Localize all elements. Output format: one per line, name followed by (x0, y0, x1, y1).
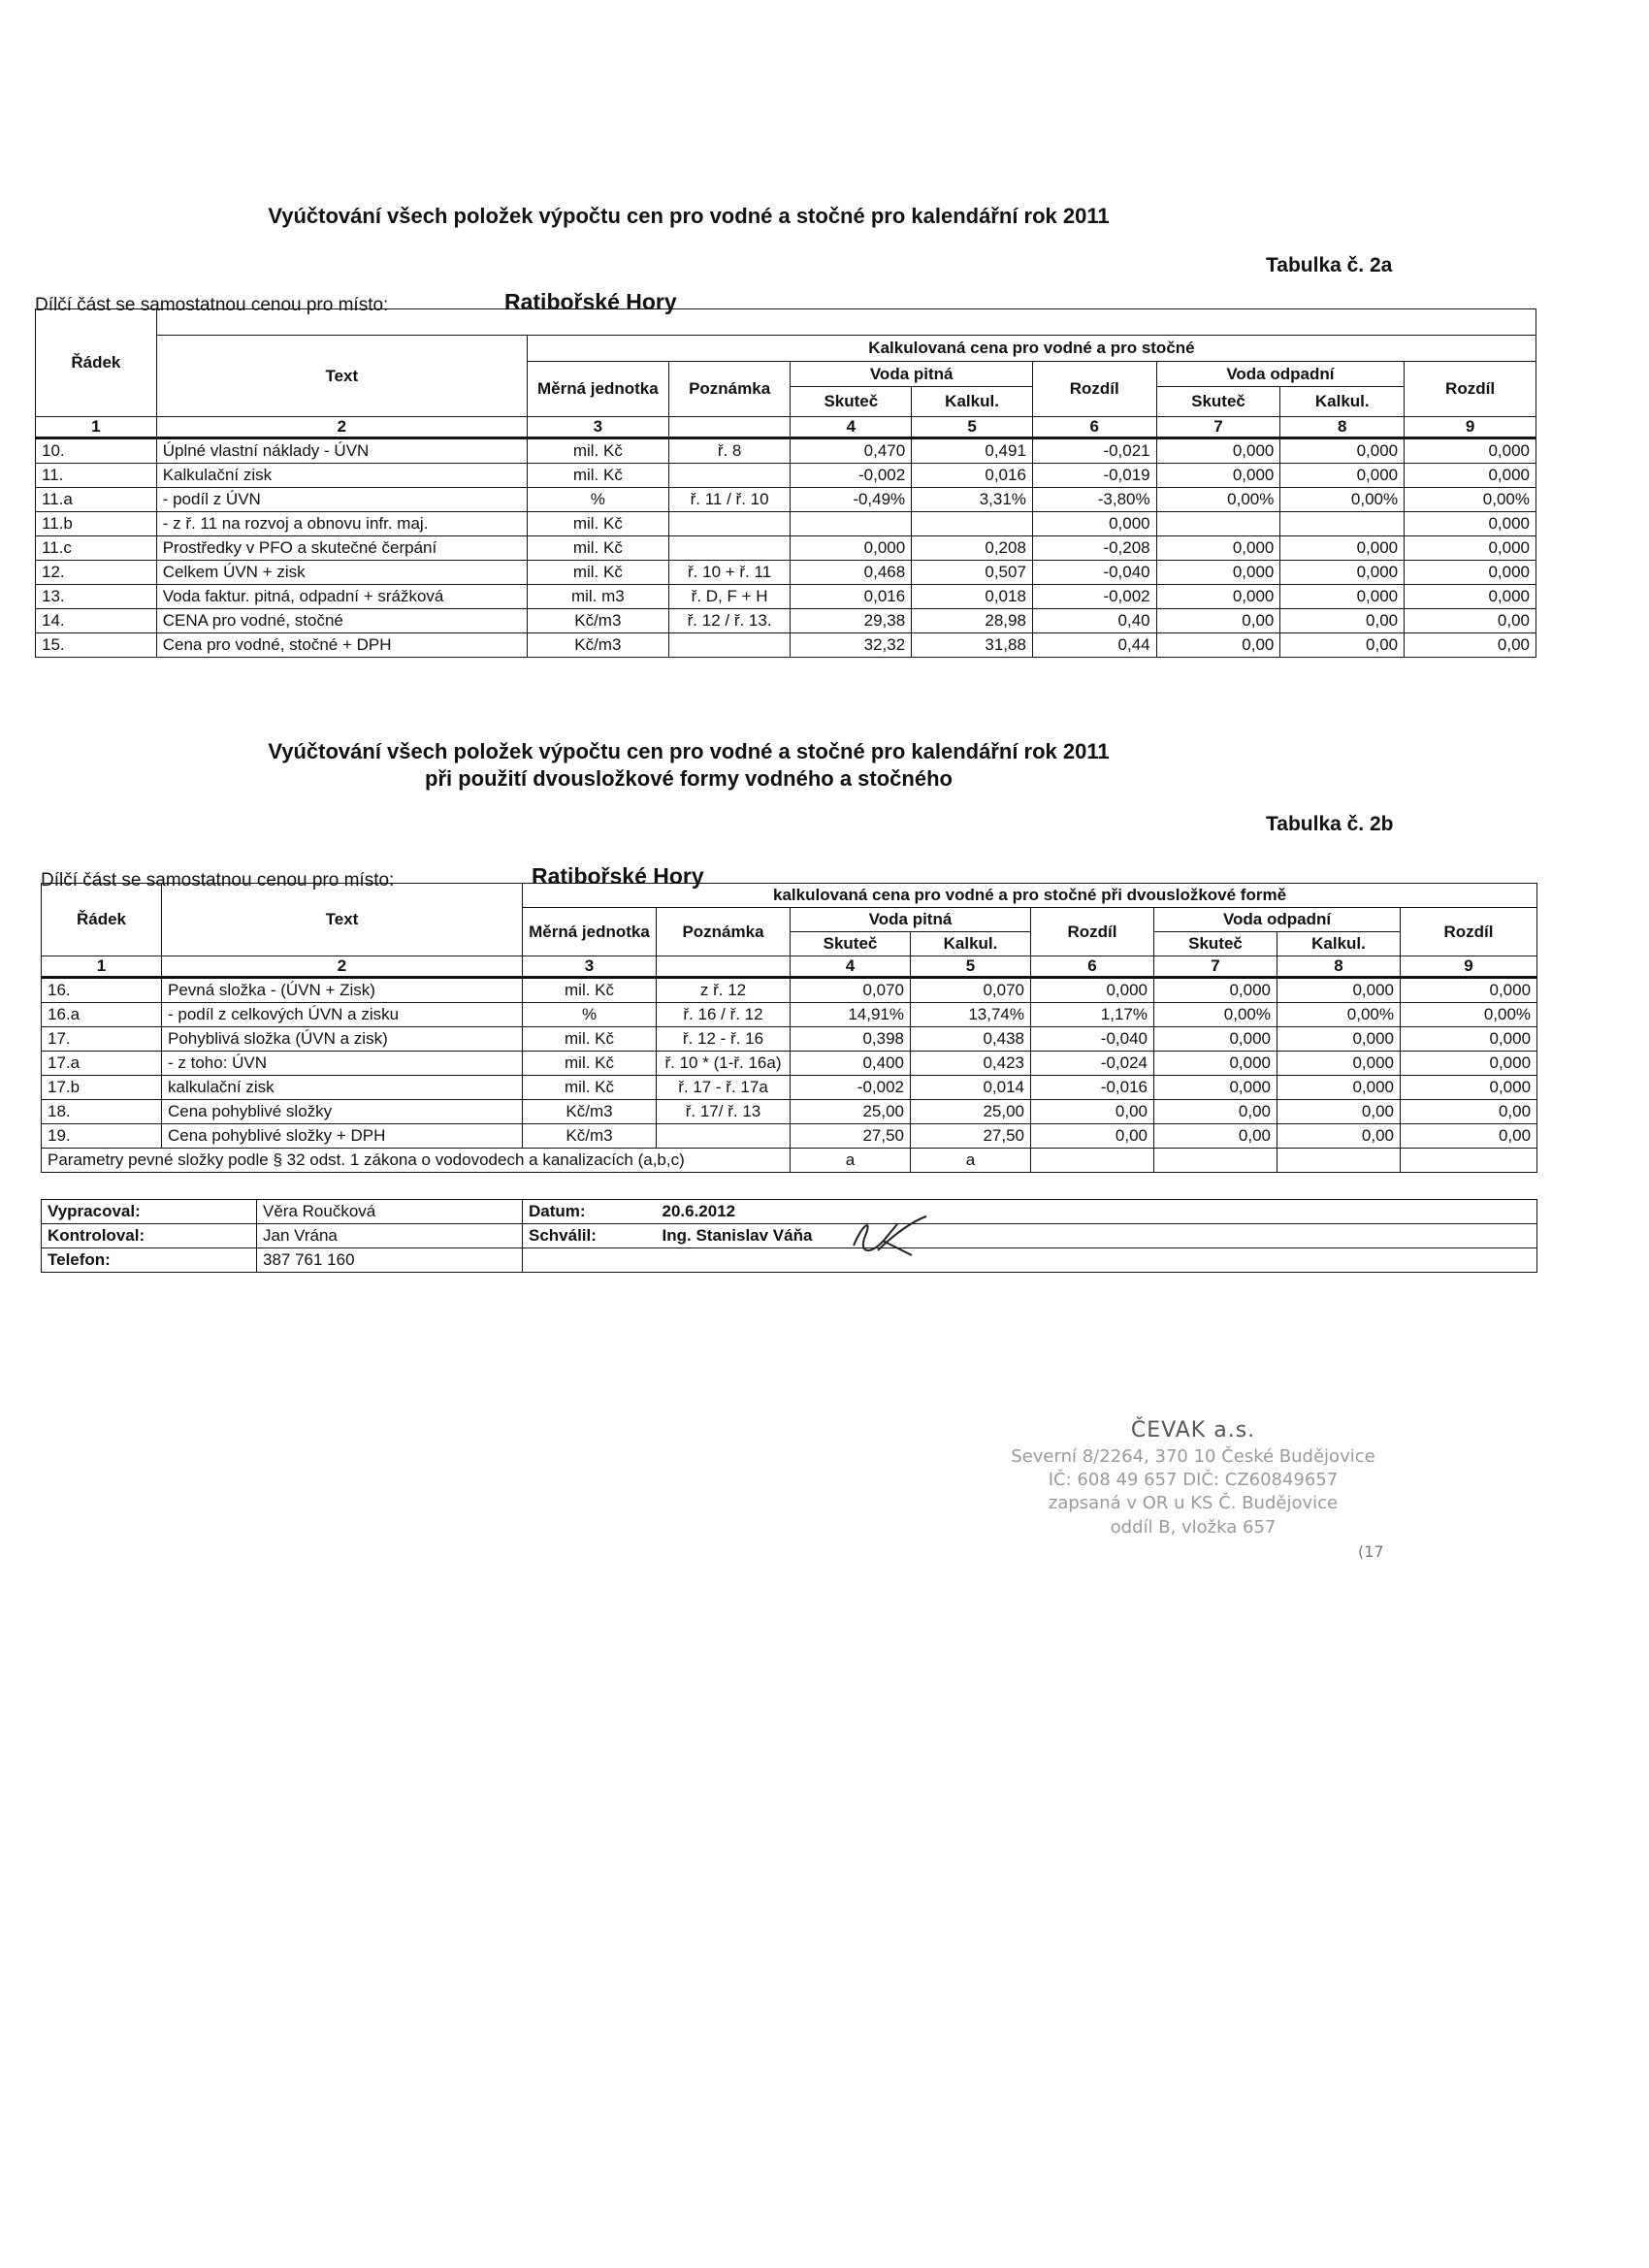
table-cell: 3,31% (912, 488, 1033, 512)
params-label: Parametry pevné složky podle § 32 odst. 1 zákona o vodovodech a kanalizacích (a,b,c) (42, 1149, 791, 1173)
table-a (35, 308, 1536, 658)
table-cell: 15. (36, 633, 157, 658)
table-cell: 0,000 (1280, 561, 1405, 585)
table-cell: Cena pohyblivé složky (162, 1100, 523, 1124)
header-water-diff: Rozdíl (1031, 908, 1154, 956)
table-cell: mil. Kč (527, 512, 668, 536)
table-cell: 10. (36, 438, 157, 464)
table-row (42, 1027, 1537, 1052)
table-cell (657, 1124, 791, 1149)
table-cell: 0,000 (1154, 1052, 1277, 1076)
table-cell: Kč/m3 (527, 633, 668, 658)
table-cell: - podíl z celkových ÚVN a zisku (162, 1003, 523, 1027)
table-cell: -0,002 (791, 464, 912, 488)
table-cell: 0,00 (1405, 609, 1536, 633)
table-cell: mil. Kč (523, 1076, 657, 1100)
table-cell: 27,50 (911, 1124, 1031, 1149)
table-cell: 0,000 (1154, 978, 1277, 1003)
params-water: a (791, 1149, 911, 1173)
table-cell: 0,00 (1156, 633, 1280, 658)
table-cell: 0,000 (1277, 1027, 1401, 1052)
table-cell: -0,208 (1032, 536, 1156, 561)
table-cell: 0,000 (1280, 585, 1405, 609)
table-cell: 0,438 (911, 1027, 1031, 1052)
header-radek: Řádek (36, 309, 157, 417)
stamp-ids: IČ: 608 49 657 DIČ: CZ60849657 (1048, 1469, 1339, 1490)
table-row (36, 488, 1536, 512)
table-a-title: Vyúčtování všech položek výpočtu cen pro vodné a stočné pro kalendářní rok 2011 (268, 204, 1110, 228)
table-cell: 0,000 (1405, 464, 1536, 488)
table-cell: 0,000 (1156, 561, 1280, 585)
col-number: 1 (36, 417, 157, 438)
table-cell: 0,000 (1277, 1076, 1401, 1100)
table-cell: 0,00 (1405, 633, 1536, 658)
header-water: Voda pitná (791, 363, 1031, 387)
table-cell: 0,00% (1405, 488, 1536, 512)
table-cell: 0,44 (1032, 633, 1156, 658)
table-cell: mil. Kč (527, 438, 668, 464)
company-stamp (960, 1416, 1426, 1539)
table-a-place-name: Ratibořské Hory (504, 289, 677, 314)
table-b-title-line1: Vyúčtování všech položek výpočtu cen pro vodné a stočné pro kalendářní rok 2011 (268, 739, 1110, 763)
header-waste-actual: Skuteč (1157, 387, 1281, 416)
table-cell: 0,468 (791, 561, 912, 585)
table-row (42, 978, 1537, 1003)
header-waste-calc: Kalkul. (1277, 932, 1401, 956)
table-cell: ř. 8 (668, 438, 791, 464)
col-number: 7 (1154, 956, 1277, 978)
table-b (41, 883, 1537, 1173)
column-number-row (36, 417, 1536, 438)
header-waste: Voda odpadní (1154, 908, 1401, 932)
table-cell: 0,400 (791, 1052, 911, 1076)
table-cell: 0,00 (1031, 1124, 1154, 1149)
table-cell: -0,019 (1032, 464, 1156, 488)
table-cell: 0,00% (1156, 488, 1280, 512)
column-number-row (42, 956, 1537, 978)
table-cell: 0,014 (911, 1076, 1031, 1100)
table-cell: 0,491 (912, 438, 1033, 464)
table-cell: kalkulační zisk (162, 1076, 523, 1100)
table-cell: 17. (42, 1027, 162, 1052)
table-cell: mil. Kč (523, 978, 657, 1003)
table-cell: 0,00 (1031, 1100, 1154, 1124)
table-cell (791, 512, 912, 536)
table-cell: 0,000 (1401, 1052, 1537, 1076)
table-cell: ř. 11 / ř. 10 (668, 488, 791, 512)
table-cell: 0,00 (1401, 1100, 1537, 1124)
table-cell: 1,17% (1031, 1003, 1154, 1027)
table-cell: 0,00 (1277, 1124, 1401, 1149)
header-radek: Řádek (42, 884, 162, 956)
col-number: 6 (1032, 417, 1156, 438)
col-number: 5 (911, 956, 1031, 978)
table-cell: 0,00% (1401, 1003, 1537, 1027)
table-cell: - z toho: ÚVN (162, 1052, 523, 1076)
table-b-place-label: Dílčí část se samostatnou cenou pro místo: (41, 870, 395, 891)
table-cell: 0,000 (1405, 512, 1536, 536)
col-number: 8 (1280, 417, 1405, 438)
table-cell: Kč/m3 (527, 609, 668, 633)
header-group: kalkulovaná cena pro vodné a pro stočné při dvousložkové formě (523, 884, 1537, 908)
table-cell: 0,000 (1280, 536, 1405, 561)
table-row (42, 1100, 1537, 1124)
table-cell: 0,507 (912, 561, 1033, 585)
col-number (668, 417, 791, 438)
table-cell: 18. (42, 1100, 162, 1124)
table-cell (668, 464, 791, 488)
col-number: 6 (1031, 956, 1154, 978)
table-cell: ř. 12 - ř. 16 (657, 1027, 791, 1052)
table-cell: % (523, 1003, 657, 1027)
table-cell: 0,000 (1401, 1076, 1537, 1100)
table-b-number: Tabulka č. 2b (1266, 813, 1394, 835)
table-cell: 0,398 (791, 1027, 911, 1052)
table-cell: 0,000 (1154, 1076, 1277, 1100)
table-cell: 14. (36, 609, 157, 633)
table-cell: 0,00% (1280, 488, 1405, 512)
table-cell: 0,000 (1405, 561, 1536, 585)
table-cell: 25,00 (791, 1100, 911, 1124)
col-number: 7 (1156, 417, 1280, 438)
table-cell: ř. 10 * (1-ř. 16a) (657, 1052, 791, 1076)
table-a-number: Tabulka č. 2a (1266, 254, 1393, 276)
table-cell: 11.c (36, 536, 157, 561)
params-calc: a (911, 1149, 1031, 1173)
table-cell: 0,00 (1280, 633, 1405, 658)
col-number: 4 (791, 956, 911, 978)
table-cell: -0,49% (791, 488, 912, 512)
table-a-place-label: Dílčí část se samostatnou cenou pro místo: (35, 295, 389, 315)
table-cell: ř. D, F + H (668, 585, 791, 609)
table-cell: 31,88 (912, 633, 1033, 658)
table-cell: 0,070 (791, 978, 911, 1003)
table-cell: 29,38 (791, 609, 912, 633)
table-cell: 0,000 (1405, 536, 1536, 561)
table-cell: 27,50 (791, 1124, 911, 1149)
header-unit: Měrná jednotka (527, 362, 668, 417)
table-cell: 28,98 (912, 609, 1033, 633)
table-cell: % (527, 488, 668, 512)
table-cell: 0,208 (912, 536, 1033, 561)
col-number: 8 (1277, 956, 1401, 978)
table-cell: 0,000 (1405, 438, 1536, 464)
table-cell: Kč/m3 (523, 1100, 657, 1124)
table-cell: 19. (42, 1124, 162, 1149)
table-cell: -0,002 (1032, 585, 1156, 609)
table-cell: 0,423 (911, 1052, 1031, 1076)
col-number: 9 (1405, 417, 1536, 438)
col-number: 2 (156, 417, 527, 438)
table-cell: 0,000 (1156, 438, 1280, 464)
table-cell: -0,040 (1031, 1027, 1154, 1052)
approved-name: Ing. Stanislav Váňa (657, 1224, 1537, 1248)
table-cell: ř. 12 / ř. 13. (668, 609, 791, 633)
table-cell: -0,021 (1032, 438, 1156, 464)
prepared-name: Věra Roučková (257, 1200, 523, 1224)
table-cell: 0,00 (1154, 1124, 1277, 1149)
header-group: Kalkulovaná cena pro vodné a pro stočné (527, 336, 1536, 362)
header-unit: Měrná jednotka (523, 908, 657, 956)
table-cell: 16. (42, 978, 162, 1003)
table-cell: 17.b (42, 1076, 162, 1100)
col-number (657, 956, 791, 978)
table-cell: 0,00% (1154, 1003, 1277, 1027)
date-label: Datum: (523, 1200, 657, 1224)
signature-mark (844, 1207, 931, 1265)
col-number: 3 (523, 956, 657, 978)
col-number: 2 (162, 956, 523, 978)
table-cell: 0,00 (1280, 609, 1405, 633)
header-waste: Voda odpadní (1157, 363, 1404, 387)
stamp-address: Severní 8/2264, 370 10 České Budějovice (1011, 1445, 1375, 1467)
table-row (42, 1124, 1537, 1149)
table-cell: mil. Kč (523, 1052, 657, 1076)
table-cell: 0,00 (1401, 1124, 1537, 1149)
table-cell: Prostředky v PFO a skutečné čerpání (156, 536, 527, 561)
table-b-place-name: Ratibořské Hory (532, 863, 704, 889)
table-cell (668, 633, 791, 658)
table-cell (1156, 512, 1280, 536)
table-cell: 0,000 (791, 536, 912, 561)
table-cell: ř. 17 - ř. 17a (657, 1076, 791, 1100)
table-cell: 0,000 (1156, 536, 1280, 561)
table-cell: Celkem ÚVN + zisk (156, 561, 527, 585)
header-water-actual: Skuteč (791, 387, 912, 416)
table-cell: 0,000 (1277, 1052, 1401, 1076)
table-cell: ř. 10 + ř. 11 (668, 561, 791, 585)
checked-name: Jan Vrána (257, 1224, 523, 1248)
header-water-calc: Kalkul. (945, 391, 999, 410)
table-row (36, 512, 1536, 536)
table-cell: CENA pro vodné, stočné (156, 609, 527, 633)
table-cell (668, 536, 791, 561)
table-cell: mil. Kč (527, 561, 668, 585)
header-text: Text (162, 884, 523, 956)
header-water: Voda pitná (791, 908, 1031, 932)
table-cell: -0,040 (1032, 561, 1156, 585)
header-water-diff: Rozdíl (1032, 362, 1156, 417)
col-number: 1 (42, 956, 162, 978)
table-row (42, 1076, 1537, 1100)
table-cell: 16.a (42, 1003, 162, 1027)
prepared-label: Vypracoval: (42, 1200, 257, 1224)
table-cell: 32,32 (791, 633, 912, 658)
table-cell: 11. (36, 464, 157, 488)
table-cell: 13,74% (911, 1003, 1031, 1027)
table-b-title-line2: při použití dvousložkové formy vodného a stočného (425, 766, 953, 791)
table-cell: Voda faktur. pitná, odpadní + srážková (156, 585, 527, 609)
checked-label: Kontroloval: (42, 1224, 257, 1248)
header-note: Poznámka (668, 362, 791, 417)
table-cell: 13. (36, 585, 157, 609)
table-cell: 0,000 (1156, 585, 1280, 609)
table-cell: 14,91% (791, 1003, 911, 1027)
table-cell: 0,00 (1156, 609, 1280, 633)
table-cell: 0,470 (791, 438, 912, 464)
table-cell: -0,016 (1031, 1076, 1154, 1100)
params-row (42, 1149, 1537, 1173)
table-cell: Kalkulační zisk (156, 464, 527, 488)
stamp-mark: (17 (1358, 1542, 1384, 1561)
phone-label: Telefon: (42, 1248, 257, 1273)
table-cell: 11.b (36, 512, 157, 536)
header-waste-diff: Rozdíl (1405, 362, 1536, 417)
col-number: 9 (1401, 956, 1537, 978)
table-cell: 0,000 (1156, 464, 1280, 488)
table-row (36, 438, 1536, 464)
header-waste-actual: Skuteč (1154, 932, 1277, 956)
table-cell: 0,016 (791, 585, 912, 609)
table-cell: Pohyblivá složka (ÚVN a zisk) (162, 1027, 523, 1052)
header-text: Text (156, 336, 527, 417)
phone-value: 387 761 160 (257, 1248, 523, 1273)
table-cell: 0,40 (1032, 609, 1156, 633)
table-cell: Cena pro vodné, stočné + DPH (156, 633, 527, 658)
table-cell: 0,000 (1032, 512, 1156, 536)
table-cell: 0,016 (912, 464, 1033, 488)
stamp-register: zapsaná v OR u KS Č. Budějovice (1048, 1493, 1339, 1514)
table-cell: - podíl z ÚVN (156, 488, 527, 512)
table-cell: ř. 17/ ř. 13 (657, 1100, 791, 1124)
stamp-firm: ČEVAK a.s. (1130, 1418, 1256, 1442)
table-cell: 0,00% (1277, 1003, 1401, 1027)
header-water-actual: Skuteč (791, 932, 911, 956)
table-row (36, 536, 1536, 561)
stamp-section: oddíl B, vložka 657 (1110, 1516, 1277, 1538)
table-cell (1280, 512, 1405, 536)
table-cell: Úplné vlastní náklady - ÚVN (156, 438, 527, 464)
approved-label: Schválil: (523, 1224, 657, 1248)
table-cell: 0,000 (1277, 978, 1401, 1003)
header-waste-diff: Rozdíl (1401, 908, 1537, 956)
table-cell (668, 512, 791, 536)
table-cell: -0,002 (791, 1076, 911, 1100)
table-cell: mil. Kč (523, 1027, 657, 1052)
col-number: 3 (527, 417, 668, 438)
table-cell: -0,024 (1031, 1052, 1154, 1076)
table-cell: ř. 16 / ř. 12 (657, 1003, 791, 1027)
signature-block (41, 1199, 1537, 1273)
table-row (36, 561, 1536, 585)
table-cell: 0,000 (1405, 585, 1536, 609)
table-cell: -3,80% (1032, 488, 1156, 512)
table-cell: 0,000 (1280, 438, 1405, 464)
header-water-calc: Kalkul. (911, 932, 1031, 956)
table-cell: 25,00 (911, 1100, 1031, 1124)
table-cell: 12. (36, 561, 157, 585)
table-row (36, 609, 1536, 633)
table-cell: mil. m3 (527, 585, 668, 609)
table-cell: Pevná složka - (ÚVN + Zisk) (162, 978, 523, 1003)
table-row (36, 464, 1536, 488)
table-cell: 0,000 (1031, 978, 1154, 1003)
table-cell: Cena pohyblivé složky + DPH (162, 1124, 523, 1149)
table-cell: Kč/m3 (523, 1124, 657, 1149)
table-row (36, 633, 1536, 658)
table-row (42, 1052, 1537, 1076)
table-cell: - z ř. 11 na rozvoj a obnovu infr. maj. (156, 512, 527, 536)
table-cell: 0,00 (1277, 1100, 1401, 1124)
header-waste-calc: Kalkul. (1314, 391, 1370, 410)
col-number: 5 (912, 417, 1033, 438)
table-cell: z ř. 12 (657, 978, 791, 1003)
table-cell: 0,000 (1280, 464, 1405, 488)
table-cell: 11.a (36, 488, 157, 512)
table-row (42, 1003, 1537, 1027)
col-number: 4 (791, 417, 912, 438)
table-cell (912, 512, 1033, 536)
table-cell: 17.a (42, 1052, 162, 1076)
table-cell: 0,000 (1401, 1027, 1537, 1052)
table-cell: 0,070 (911, 978, 1031, 1003)
table-cell: 0,018 (912, 585, 1033, 609)
date-value: 20.6.2012 (657, 1200, 1537, 1224)
table-cell: 0,00 (1154, 1100, 1277, 1124)
table-cell: mil. Kč (527, 536, 668, 561)
table-cell: 0,000 (1401, 978, 1537, 1003)
table-cell: mil. Kč (527, 464, 668, 488)
header-note: Poznámka (657, 908, 791, 956)
table-row (36, 585, 1536, 609)
table-cell: 0,000 (1154, 1027, 1277, 1052)
